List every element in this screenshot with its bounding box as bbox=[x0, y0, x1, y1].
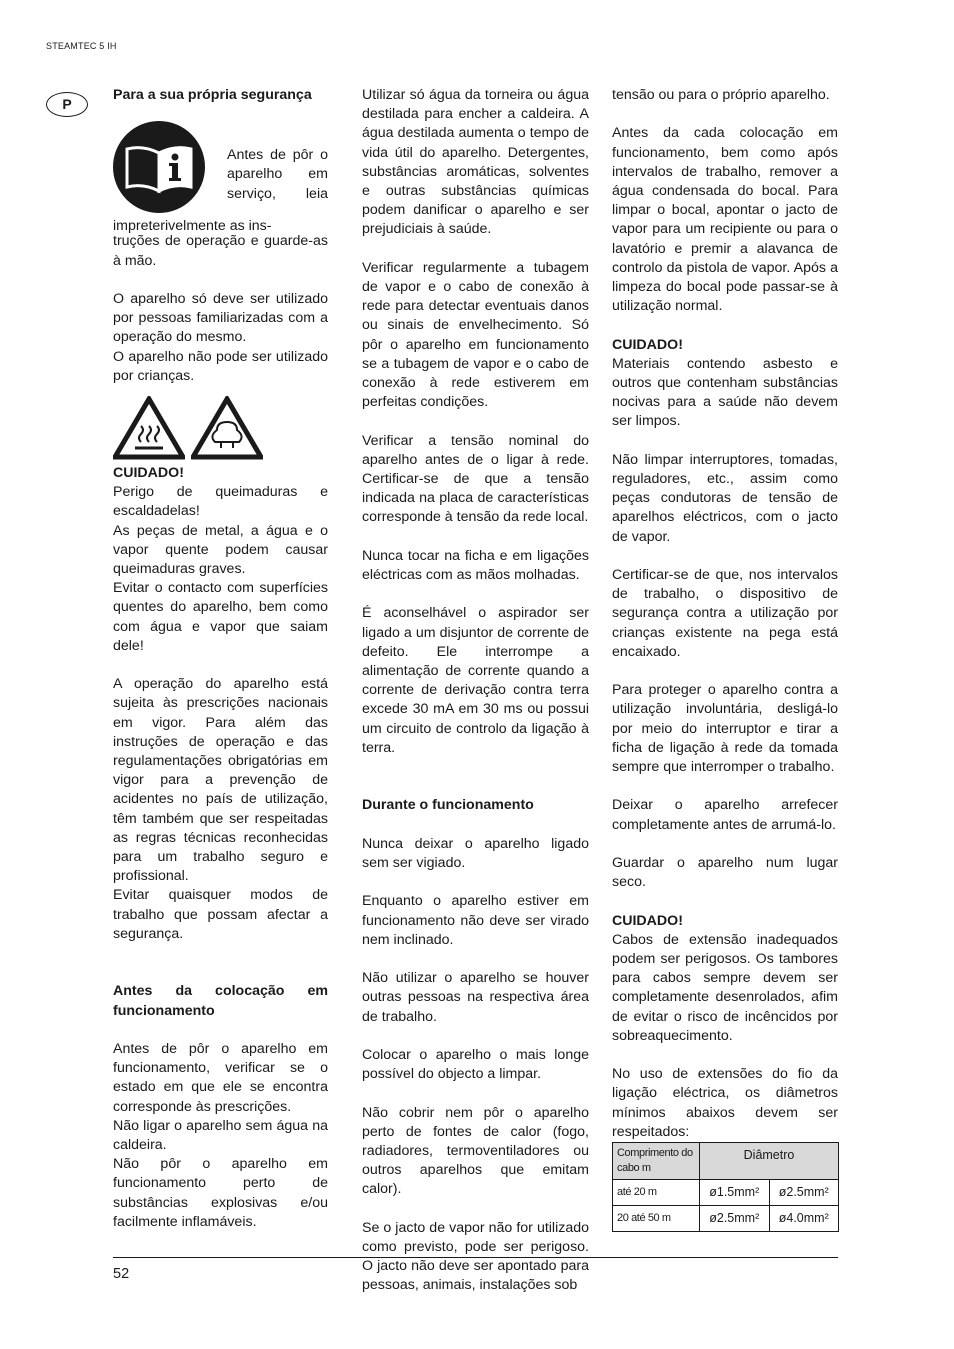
paragraph: As peças de metal, a água e o vapor quente podem causar queimaduras graves. bbox=[113, 522, 328, 578]
paragraph: Não limpar interruptores, tomadas, reguladores, etc., assim como peças condutoras de tensão de aparelhos eléctricos, com o jacto de vapor. bbox=[612, 451, 838, 545]
cable-diameter-table bbox=[612, 1142, 839, 1232]
table-header-length: Comprimento do cabo m bbox=[613, 1143, 700, 1180]
caution-heading: CUIDADO! bbox=[612, 912, 683, 929]
paragraph: Perigo de queimaduras e escaldadelas! bbox=[113, 484, 328, 520]
section-heading: Antes da colocação em funcionamento bbox=[113, 983, 328, 1019]
language-badge: P bbox=[46, 92, 88, 117]
paragraph: O aparelho não pode ser utilizado por crianças. bbox=[113, 348, 328, 384]
paragraph: Verificar a tensão nominal do aparelho antes de o ligar à rede. Certificar-se de que a tensão indicada na placa de características corresponde à tensão da rede local. bbox=[362, 432, 589, 526]
caution-heading: CUIDADO! bbox=[113, 465, 184, 482]
paragraph: No uso de extensões do fio da ligação eléctrica, os diâmetros mínimos abaixos devem ser respeitados: bbox=[612, 1066, 838, 1140]
page-number: 52 bbox=[113, 1266, 130, 1282]
table-cell: ø2.5mm² bbox=[700, 1206, 770, 1232]
table-cell: até 20 m bbox=[613, 1180, 700, 1206]
intro-block bbox=[113, 121, 328, 236]
paragraph: Cabos de extensão inadequados podem ser perigosos. Os tambores para cabos sempre devem ser completamente desenrolados, afim de evitar o risco de incêncidos por sobreaquecimento. bbox=[612, 931, 838, 1044]
paragraph: Utilizar só água da torneira ou água destilada para encher a caldeira. A água destilada aumenta o tempo de vida útil do aparelho. Detergentes, substâncias aromáticas, solventes e outras substâncias químicas podem danificar o aparelho e ser prejudiciais à saúde. bbox=[362, 87, 589, 238]
table-row bbox=[613, 1206, 839, 1232]
paragraph: Não utilizar o aparelho se houver outras pessoas na respectiva área de trabalho. bbox=[362, 970, 589, 1025]
paragraph: Não cobrir nem pôr o aparelho perto de fontes de calor (fogo, radiadores, termoventiladores ou outros aparelhos que emitam calor). bbox=[362, 1104, 589, 1198]
paragraph: tensão ou para o próprio aparelho. bbox=[612, 87, 830, 103]
paragraph: Nunca deixar o aparelho ligado sem ser vigiado. bbox=[362, 835, 589, 872]
column-2 bbox=[362, 86, 589, 1296]
paragraph: O aparelho só deve ser utilizado por pessoas familiarizadas com a operação do mesmo. bbox=[113, 291, 328, 346]
paragraph: Evitar o contacto com superfícies quentes do aparelho, bem como com água e vapor que saiam dele! bbox=[113, 580, 328, 654]
column-1 bbox=[113, 86, 328, 1232]
intro-rest-text: truções de operação e guarde-as à mão. bbox=[113, 233, 328, 269]
read-manual-icon bbox=[113, 121, 205, 213]
caution-heading: CUIDADO! bbox=[612, 336, 683, 353]
table-row bbox=[613, 1180, 839, 1206]
table-header-diameter: Diâmetro bbox=[700, 1143, 839, 1180]
paragraph: A operação do aparelho está sujeita às prescrições nacionais em vigor. Para além das instruções de operação e das regulamentações obrigatórias em vigor para a prevenção de acidentes no país de utilização, têm também que ser respeitadas as regras técnicas reconhecidas para um trabalho seguro e profissional. bbox=[113, 676, 328, 885]
paragraph: Antes de pôr o aparelho em funcionamento, verificar se o estado em que ele se encontra corresponde às prescrições. bbox=[113, 1041, 328, 1115]
table-cell: ø4.0mm² bbox=[769, 1206, 839, 1232]
document-header: STEAMTEC 5 IH bbox=[46, 41, 117, 51]
paragraph: Certificar-se de que, nos intervalos de trabalho, o dispositivo de segurança contra a utilização por crianças existente na pega está encaixado. bbox=[612, 567, 838, 660]
paragraph: Se o jacto de vapor não for utilizado como previsto, pode ser perigoso. O jacto não deve ser apontado para pessoas, animais, instalações sob bbox=[362, 1219, 589, 1294]
steam-warning-icon bbox=[191, 396, 263, 460]
paragraph: Nunca tocar na ficha e em ligações eléctricas com as mãos molhadas. bbox=[362, 547, 589, 584]
table-cell: ø2.5mm² bbox=[769, 1180, 839, 1206]
paragraph: Evitar quaisquer modos de trabalho que possam afectar a segurança. bbox=[113, 887, 328, 942]
hot-surface-warning-icon bbox=[113, 396, 185, 460]
table-cell: 20 até 50 m bbox=[613, 1206, 700, 1232]
column-3 bbox=[612, 86, 838, 1232]
footer-rule bbox=[113, 1257, 838, 1258]
paragraph: Não pôr o aparelho em funcionamento perto de substâncias explosivas e/ou facilmente inflamáveis. bbox=[113, 1156, 328, 1230]
paragraph: Deixar o aparelho arrefecer completamente antes de arrumá-lo. bbox=[612, 797, 838, 833]
section-heading: Durante o funcionamento bbox=[362, 797, 534, 814]
paragraph: Materiais contendo asbesto e outros que contenham substâncias nocivas para a saúde não devem ser limpos. bbox=[612, 355, 838, 430]
paragraph: Guardar o aparelho num lugar seco. bbox=[612, 855, 838, 891]
table-cell: ø1.5mm² bbox=[700, 1180, 770, 1206]
intro-beside-text: Antes de pôr o aparelho em serviço, leia impreterivelmente as ins- bbox=[113, 147, 328, 235]
paragraph: Antes da cada colocação em funcionamento, bem como após intervalos de trabalho, remover a água condensada do bocal. Para limpar o bocal, apontar o jacto de vapor para um recipiente ou para o lavatório e premir a alavanca de controlo da pistola de vapor. Após a limpeza do bocal pode passar-se à utilização normal. bbox=[612, 125, 838, 315]
paragraph: Colocar o aparelho o mais longe possível do objecto a limpar. bbox=[362, 1047, 589, 1083]
paragraph: Enquanto o aparelho estiver em funcionamento não deve ser virado nem inclinado. bbox=[362, 893, 589, 948]
paragraph: Não ligar o aparelho sem água na caldeira. bbox=[113, 1117, 328, 1154]
section-title: Para a sua própria segurança bbox=[113, 87, 312, 103]
warning-icons bbox=[113, 396, 328, 460]
paragraph: Verificar regularmente a tubagem de vapor e o cabo de conexão à rede para detectar eventuais danos ou sinais de envelhecimento. Só pôr o aparelho em funcionamento se a tubagem de vapor e o cabo de conexão à rede estiverem em perfeitas condições. bbox=[362, 259, 589, 411]
paragraph: É aconselhável o aspirador ser ligado a um disjuntor de corrente de defeito. Ele interrompe a alimentação de corrente quando a corrente de derivação contra terra excede 30 mA em 30 ms ou possui um circuito de controlo da ligação à terra. bbox=[362, 605, 589, 756]
paragraph: Para proteger o aparelho contra a utilização involuntária, desligá-lo por meio do interruptor e tirar a ficha de ligação à rede da tomada sempre que interromper o trabalho. bbox=[612, 682, 838, 776]
